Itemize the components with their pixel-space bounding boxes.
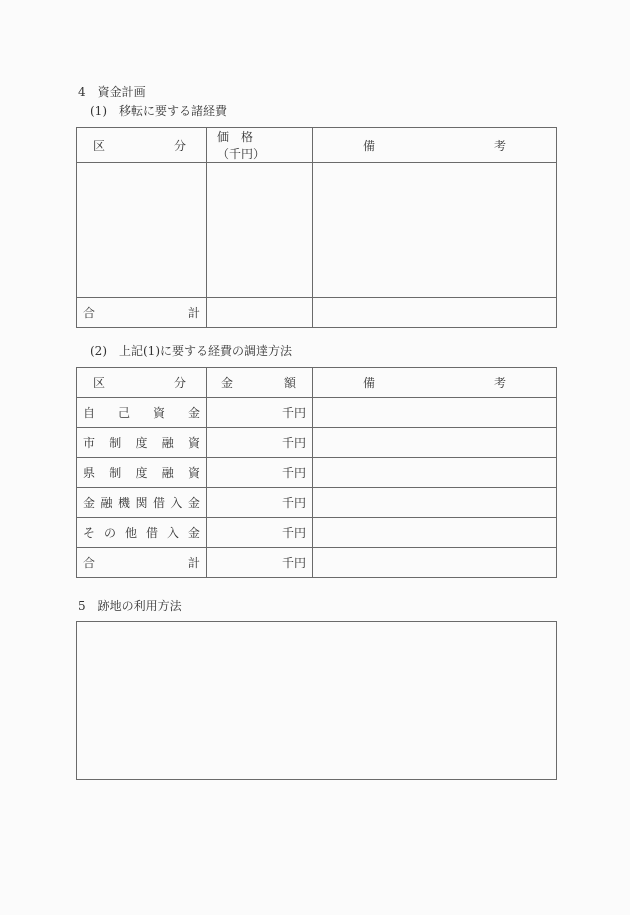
total-row	[77, 548, 557, 578]
unit-label: 千円	[281, 436, 306, 450]
header-text: 備	[363, 376, 376, 390]
sub2-title: 上記(1)に要する経費の調達方法	[119, 344, 292, 358]
label-char: 資	[187, 436, 200, 450]
note-cell[interactable]	[313, 458, 557, 488]
label-char: 市	[83, 436, 96, 450]
amount-cell[interactable]	[207, 488, 313, 518]
header-amount	[207, 368, 313, 398]
table-row	[77, 488, 557, 518]
header-text: 分	[173, 376, 186, 390]
label-char: 資	[187, 466, 200, 480]
note-cell[interactable]	[313, 428, 557, 458]
label-char: 融	[161, 436, 174, 450]
row-label-bank-loan	[77, 488, 207, 518]
label-char: 入	[166, 526, 179, 540]
sub1-title: 移転に要する諸経費	[119, 104, 228, 118]
label-char: 入	[170, 496, 183, 510]
header-text: 額	[283, 376, 296, 390]
header-text: 価	[217, 130, 230, 144]
section4-heading	[78, 85, 146, 99]
label-char: 融	[161, 466, 174, 480]
table-row	[77, 518, 557, 548]
header-price	[207, 128, 313, 163]
relocation-costs-table	[76, 127, 557, 328]
header-text: 考	[493, 376, 506, 390]
header-category	[77, 368, 207, 398]
label-char: 計	[187, 306, 200, 320]
unit-label: 千円	[281, 466, 306, 480]
label-char: 県	[83, 466, 96, 480]
table-header-row	[77, 368, 557, 398]
label-char: 計	[187, 556, 200, 570]
category-cell[interactable]	[77, 163, 207, 298]
sub1-heading	[90, 104, 227, 118]
label-char: 己	[117, 406, 130, 420]
amount-cell[interactable]	[207, 398, 313, 428]
total-price-cell[interactable]	[207, 298, 313, 328]
amount-cell[interactable]	[207, 458, 313, 488]
label-char: 他	[124, 526, 137, 540]
row-label-own-funds	[77, 398, 207, 428]
total-amount-cell[interactable]	[207, 548, 313, 578]
amount-cell[interactable]	[207, 428, 313, 458]
header-text: 区	[93, 376, 106, 390]
section4-title: 資金計画	[97, 85, 146, 99]
label-char: 制	[109, 466, 122, 480]
sub2-heading	[90, 344, 292, 358]
sub2-number: (2)	[90, 344, 107, 358]
funding-method-table	[76, 367, 557, 578]
table-row	[77, 398, 557, 428]
amount-cell[interactable]	[207, 518, 313, 548]
label-char: 制	[109, 436, 122, 450]
total-label	[77, 298, 207, 328]
label-char: 金	[83, 496, 96, 510]
label-char: 金	[187, 406, 200, 420]
label-char: 借	[152, 496, 165, 510]
section5-title: 跡地の利用方法	[97, 599, 182, 613]
header-text: 区	[93, 138, 106, 153]
header-note	[313, 368, 557, 398]
header-category	[77, 128, 207, 163]
label-char: 合	[83, 556, 96, 570]
label-char: そ	[83, 526, 96, 540]
label-char: 自	[83, 406, 96, 420]
row-label-city-loan	[77, 428, 207, 458]
table-row	[77, 458, 557, 488]
price-cell[interactable]	[207, 163, 313, 298]
label-char: 関	[135, 496, 148, 510]
header-text: 格	[241, 130, 254, 144]
section5-heading	[78, 599, 182, 613]
site-use-text-box[interactable]	[76, 621, 557, 780]
label-char: 合	[83, 306, 96, 320]
label-char: 資	[152, 406, 165, 420]
header-text: 分	[173, 138, 186, 153]
header-note	[313, 128, 557, 163]
unit-label: 千円	[281, 526, 306, 540]
label-char: 機	[117, 496, 130, 510]
note-cell[interactable]	[313, 163, 557, 298]
header-text: 備	[363, 138, 376, 153]
note-cell[interactable]	[313, 548, 557, 578]
label-char: 金	[187, 496, 200, 510]
row-label-prefecture-loan	[77, 458, 207, 488]
unit-label: 千円	[281, 496, 306, 510]
label-char: 度	[135, 436, 148, 450]
note-cell[interactable]	[313, 488, 557, 518]
row-label-other-loan	[77, 518, 207, 548]
table-row	[77, 163, 557, 298]
table-header-row	[77, 128, 557, 163]
label-char: 金	[187, 526, 200, 540]
label-char: の	[103, 526, 116, 540]
header-text: 考	[493, 138, 506, 153]
label-char: 借	[145, 526, 158, 540]
note-cell[interactable]	[313, 398, 557, 428]
section4-number: 4	[78, 85, 86, 99]
total-note-cell[interactable]	[313, 298, 557, 328]
section5-number: 5	[78, 599, 86, 613]
total-row	[77, 298, 557, 328]
note-cell[interactable]	[313, 518, 557, 548]
header-text: （千円）	[217, 147, 266, 161]
label-char: 度	[135, 466, 148, 480]
table-row	[77, 428, 557, 458]
label-char: 融	[100, 496, 113, 510]
row-label-total	[77, 548, 207, 578]
unit-label: 千円	[281, 406, 306, 420]
sub1-number: (1)	[90, 104, 107, 118]
header-text: 金	[221, 376, 234, 390]
unit-label: 千円	[281, 556, 306, 570]
